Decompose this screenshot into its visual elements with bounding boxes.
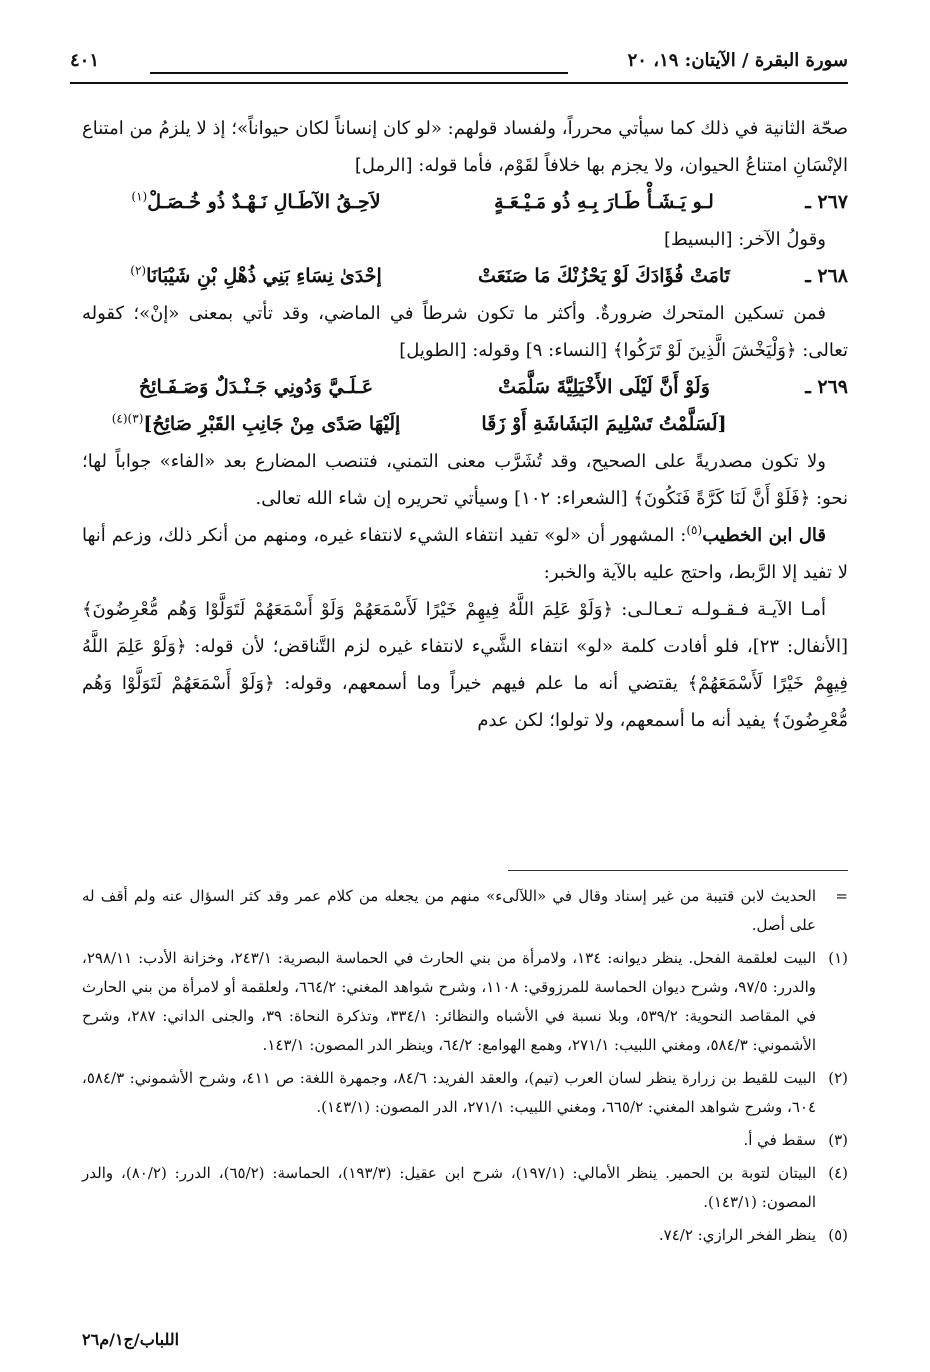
verse-267 bbox=[82, 184, 848, 221]
footnote-label: = bbox=[835, 887, 848, 905]
footnote-text: ينظر الفخر الرازي: ٧٤/٢. bbox=[658, 1226, 816, 1244]
verse-hemistich-1: وَلَوْ أَنَّ لَيْلَى الأَخْيَلِيَّةَ سَلَّمَتْ bbox=[498, 376, 710, 398]
footnote-text: البيت لعلقمة الفحل. ينظر ديوانه: ١٣٤، ولامرأة من بني الحارث في الحماسة البصرية: ٢٤٣/١، وخزانة الأدب: ٢٩٨/١١، والدرر: ٩٧/٥، وشرح ديوان الحماسة للمرزوقي: ١١٠٨، وشرح شواهد المغني: ٦٦٤/٢، ولعلقمة أو لامرأة من بني الحارث في المقاصد النحوية: ٥٣٩/٢، وبلا نسبة في الأشباه والنظائر: ٣٣٤/١، وتذكرة النحاة: ٣٩، والجنى الداني: ٢٨٧، وشرح الأشموني: ٥٨٤/٣، ومغني اللبيب: ٢٧١/١، وهمع الهوامع: ٦٤/٢، وينظر الدر المصون: ١٤٣/١. bbox=[82, 949, 816, 1054]
footnote-text: سقط في أ. bbox=[743, 1131, 816, 1149]
verse-269-line-1 bbox=[82, 369, 848, 406]
verse-hemistich-2: إحْدَىٰ نِسَاءِ بَنِي ذُهْلِ بْنِ شَيْبَانَا$^{(٢)}$ bbox=[130, 263, 382, 287]
meter-label: [البسيط] bbox=[663, 229, 733, 250]
meter-label: [الطويل] bbox=[399, 340, 467, 361]
paragraph-1: صحّة الثانية في ذلك كما سيأتي محرراً، ولفساد قولهم: «لو كان إنساناً لكان حيواناً»؛ إذ لا يلزمُ من امتناع الإنْسَانِ امتناعُ الحيوان، ولا يجزم بها خلافاً لقَوْم، فأما قوله: [الرمل] bbox=[82, 118, 848, 176]
main-text bbox=[82, 110, 848, 739]
paragraph-4: ولا تكون مصدريةً على الصحيح، وقد تُشَرَّب معنى التمني، فتنصب المضارع بعد «الفاء» جواباً لها؛ نحو: ﴿فَلَوْ أَنَّ لَنَا كَرَّةً فَنَكُونَ﴾ [الشعراء: ١٠٢] وسيأتي تحريره إن شاء الله تعالى. bbox=[82, 451, 848, 509]
verse-hemistich-2: عَـلَـيَّ وَدُونِي جَـنْـدَلٌ وَصَـفَـائِحُ bbox=[138, 376, 374, 398]
footnotes bbox=[82, 882, 848, 1254]
footnote-ref: (٢) bbox=[130, 263, 147, 278]
footnote-item bbox=[82, 882, 848, 940]
verse-number: ٢٦٧ ـ bbox=[805, 191, 848, 213]
paragraph-6: أمـا الآيـة فـقـولـه تـعـالـى: ﴿وَلَوْ عَلِمَ اللَّهُ فِيهِمْ خَيْرًا لَأَسْمَعَهُمْ وَلَوْ أَسْمَعَهُمْ لَتَوَلَّوْا وَهُم مُّعْرِضُونَ﴾ [الأنفال: ٢٣]، فلو أفادت كلمة «لو» انتفاء الشَّيء لانتفاء غيره لزم التَّناقض؛ لأن قوله: ﴿وَلَوْ عَلِمَ اللَّهُ فِيهِمْ خَيْرًا لَأَسْمَعَهُمْ﴾ يقتضي أنه ما علم فيهم خيراً وما أسمعهم، وقوله: ﴿وَلَوْ أَسْمَعَهُمْ لَتَوَلَّوْا وَهُم مُّعْرِضُونَ﴾ يفيد أنه ما أسمعهم، ولا تولوا؛ لكن عدم bbox=[82, 599, 848, 731]
verse-268 bbox=[82, 258, 848, 295]
verse-hemistich-1: تَامَتْ فُؤَادَكَ لَوْ يَحْزُنْكَ مَا صَنَعَتْ bbox=[478, 265, 730, 287]
footnote-item bbox=[82, 1064, 848, 1122]
verse-number: ٢٦٨ ـ bbox=[805, 265, 848, 287]
page-number: ٤٠١ bbox=[70, 50, 100, 71]
verse-hemistich-1: [لَسَلَّمْتُ تَسْلِيمَ البَشَاشَةِ أَوْ زَقَا bbox=[481, 413, 727, 435]
footnote-text: البيت للقيط بن زرارة ينظر لسان العرب (تيم)، والعقد الفريد: ٨٤/٦، وجمهرة اللغة: ص ٤١١، وشرح الأشموني: ٥٨٤/٣، ٦٠٤، وشرح شواهد المغني: ٦٦٥/٢، ومغني اللبيب: ٢٧١/١، الدر المصون: (١٤٣/١). bbox=[82, 1069, 817, 1116]
footnote-text: البيتان لتوبة بن الحمير. ينظر الأمالي: (١٩٧/١)، شرح ابن عقيل: (١٩٣/٣)، الحماسة: (٦٥/٢)، الدرر: (٨٠/٢)، والدر المصون: (١٤٣/١). bbox=[82, 1164, 817, 1211]
meter-label: [الرمل] bbox=[354, 155, 413, 176]
footnote-label: (١) bbox=[828, 949, 848, 967]
verse-hemistich-2: لاَحِـقُ الآطَـالِ نَـهْـدٌ ذُو خُـصَـلْ$^{(١)}$ bbox=[131, 189, 381, 213]
header-rule bbox=[150, 72, 568, 74]
footnote-separator bbox=[508, 870, 848, 871]
footnote-item bbox=[82, 944, 848, 1060]
header-frame-line bbox=[70, 82, 848, 84]
footnote-label: (٥) bbox=[828, 1226, 848, 1244]
verse-hemistich-1: لـو يَـشَـأْ طَـارَ بِـهِ ذُو مَـيْـعَـةٍ bbox=[494, 191, 714, 213]
paragraph-3: فمن تسكين المتحرك ضرورةٌ. وأكثر ما تكون شرطاً في الماضي، وقد تأتي بمعنى «إنْ»؛ كقوله تعالى: ﴿وَلْيَخْشَ الَّذِينَ لَوْ تَرَكُوا﴾ [النساء: ٩] وقوله: [الطويل] bbox=[82, 303, 848, 361]
paragraph-2: وقولُ الآخر: [البسيط] bbox=[663, 229, 826, 250]
signature-mark: اللباب/ج١/م٢٦ bbox=[82, 1330, 180, 1349]
footnote-item bbox=[82, 1159, 848, 1217]
header-title: سورة البقرة / الآيتان: ١٩، ٢٠ bbox=[627, 50, 848, 71]
running-header bbox=[70, 40, 848, 80]
footnote-item bbox=[82, 1126, 848, 1155]
footnote-label: (٣) bbox=[828, 1131, 848, 1149]
footnote-item bbox=[82, 1221, 848, 1250]
footnote-ref: (١) bbox=[131, 189, 148, 204]
footnote-text: الحديث لابن قتيبة من غير إسناد وقال في «اللآلىء» منهم من يجعله من كلام عمر وقد كثر السؤال عنه ولم أقف له على أصل. bbox=[82, 887, 816, 934]
footnote-ref: (٣)(٤) bbox=[111, 411, 144, 426]
ibn-al-khatib-lead: قال ابن الخطيب bbox=[702, 525, 827, 546]
footnote-label: (٤) bbox=[828, 1164, 848, 1182]
footnote-label: (٢) bbox=[828, 1069, 848, 1087]
verse-269-line-2 bbox=[82, 406, 848, 443]
verse-number: ٢٦٩ ـ bbox=[805, 376, 848, 398]
paragraph-5: قال ابن الخطيب$^{(٥)}$: المشهور أن «لو» تفيد انتفاء الشيء لانتفاء غيره، ومنهم من أنكر ذلك، وزعم أنها لا تفيد إلا الرَّبط، واحتج عليه بالآية والخبر: bbox=[82, 523, 848, 583]
footnote-ref: (٥) bbox=[686, 523, 703, 537]
verse-hemistich-2: إلَيْهَا صَدًى مِنْ جَانِبِ القَبْرِ صَائِحُ]$^{(٣)(٤)}$ bbox=[111, 411, 401, 435]
